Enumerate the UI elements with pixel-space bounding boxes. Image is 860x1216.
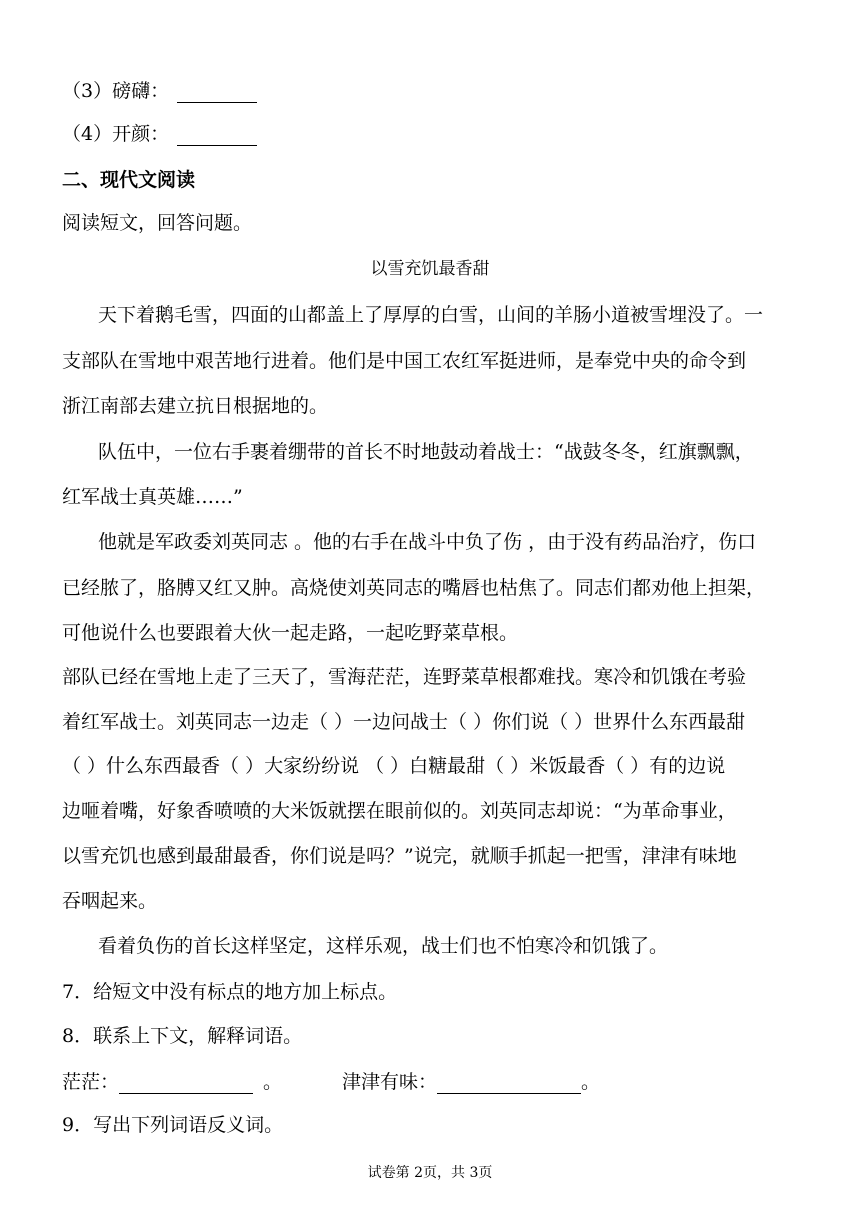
answer-blank-3[interactable]	[177, 82, 257, 103]
passage-line: 可他说什么也要跟着大伙一起走路，一起吃野菜草根。	[62, 622, 519, 644]
answer-blank-jinjinyouwei[interactable]	[437, 1073, 581, 1094]
question-7: 7．给短文中没有标点的地方加上标点。	[62, 981, 398, 1003]
question-4	[62, 122, 798, 146]
word-jinjinyouwei-label: 津津有味：	[342, 1071, 438, 1093]
punctuation: 。	[263, 1071, 283, 1093]
question-8: 8．联系上下文，解释词语。	[62, 1025, 303, 1047]
question-3-label: （3）磅礴：	[62, 80, 170, 102]
passage-line: 以雪充饥也感到最甜最香，你们说是吗？”说完，就顺手抓起一把雪，津津有味地	[62, 845, 737, 867]
question-9: 9．写出下列词语反义词。	[62, 1114, 284, 1136]
question-3	[62, 79, 798, 103]
answer-blank-mangmang[interactable]	[119, 1073, 253, 1094]
question-8-answers	[62, 1070, 798, 1094]
passage-line: 吞咽起来。	[62, 890, 158, 912]
section-instruction: 阅读短文，回答问题。	[62, 212, 253, 234]
section-heading: 二、现代文阅读	[62, 169, 196, 191]
passage-line: （ ）什么东西最香（ ）大家纷纷说 （ ）白糖最甜（ ）米饭最香（ ）有的边说	[62, 755, 726, 777]
passage-line: 边咂着嘴，好象香喷喷的大米饭就摆在眼前似的。刘英同志却说：“为革命事业，	[62, 800, 737, 822]
word-mangmang-label: 茫茫：	[62, 1071, 120, 1093]
passage-line: 红军战士真英雄……”	[62, 486, 243, 508]
passage-line: 着红军战士。刘英同志一边走（ ）一边问战士（ ）你们说（ ）世界什么东西最甜	[62, 711, 746, 733]
page-footer: 试卷第 2页，共 3页	[367, 1165, 493, 1181]
passage-line: 支部队在雪地中艰苦地行进着。他们是中国工农红军挺进师，是奉党中央的命令到	[62, 350, 747, 372]
passage-line: 已经脓了，胳膊又红又肿。高烧使刘英同志的嘴唇也枯焦了。同志们都劝他上担架，	[62, 577, 766, 599]
passage-line: 部队已经在雪地上走了三天了，雪海茫茫，连野菜草根都难找。寒冷和饥饿在考验	[62, 666, 747, 688]
passage-title: 以雪充饥最香甜	[370, 259, 490, 279]
passage-line: 天下着鹅毛雪，四面的山都盖上了厚厚的白雪，山间的羊肠小道被雪埋没了。一	[98, 304, 764, 326]
answer-blank-4[interactable]	[177, 125, 257, 146]
passage-line: 看着负伤的首长这样坚定，这样乐观，战士们也不怕寒冷和饥饿了。	[98, 935, 669, 957]
passage-line: 队伍中，一位右手裹着绷带的首长不时地鼓动着战士：“战鼓冬冬，红旗飘飘，	[98, 441, 754, 463]
passage-line: 他就是军政委刘英同志 。他的右手在战斗中负了伤 ，由于没有药品治疗，伤口	[98, 531, 757, 553]
punctuation: 。	[581, 1071, 601, 1093]
question-4-label: （4）开颜：	[62, 123, 170, 145]
passage-line: 浙江南部去建立抗日根据地的。	[62, 395, 329, 417]
